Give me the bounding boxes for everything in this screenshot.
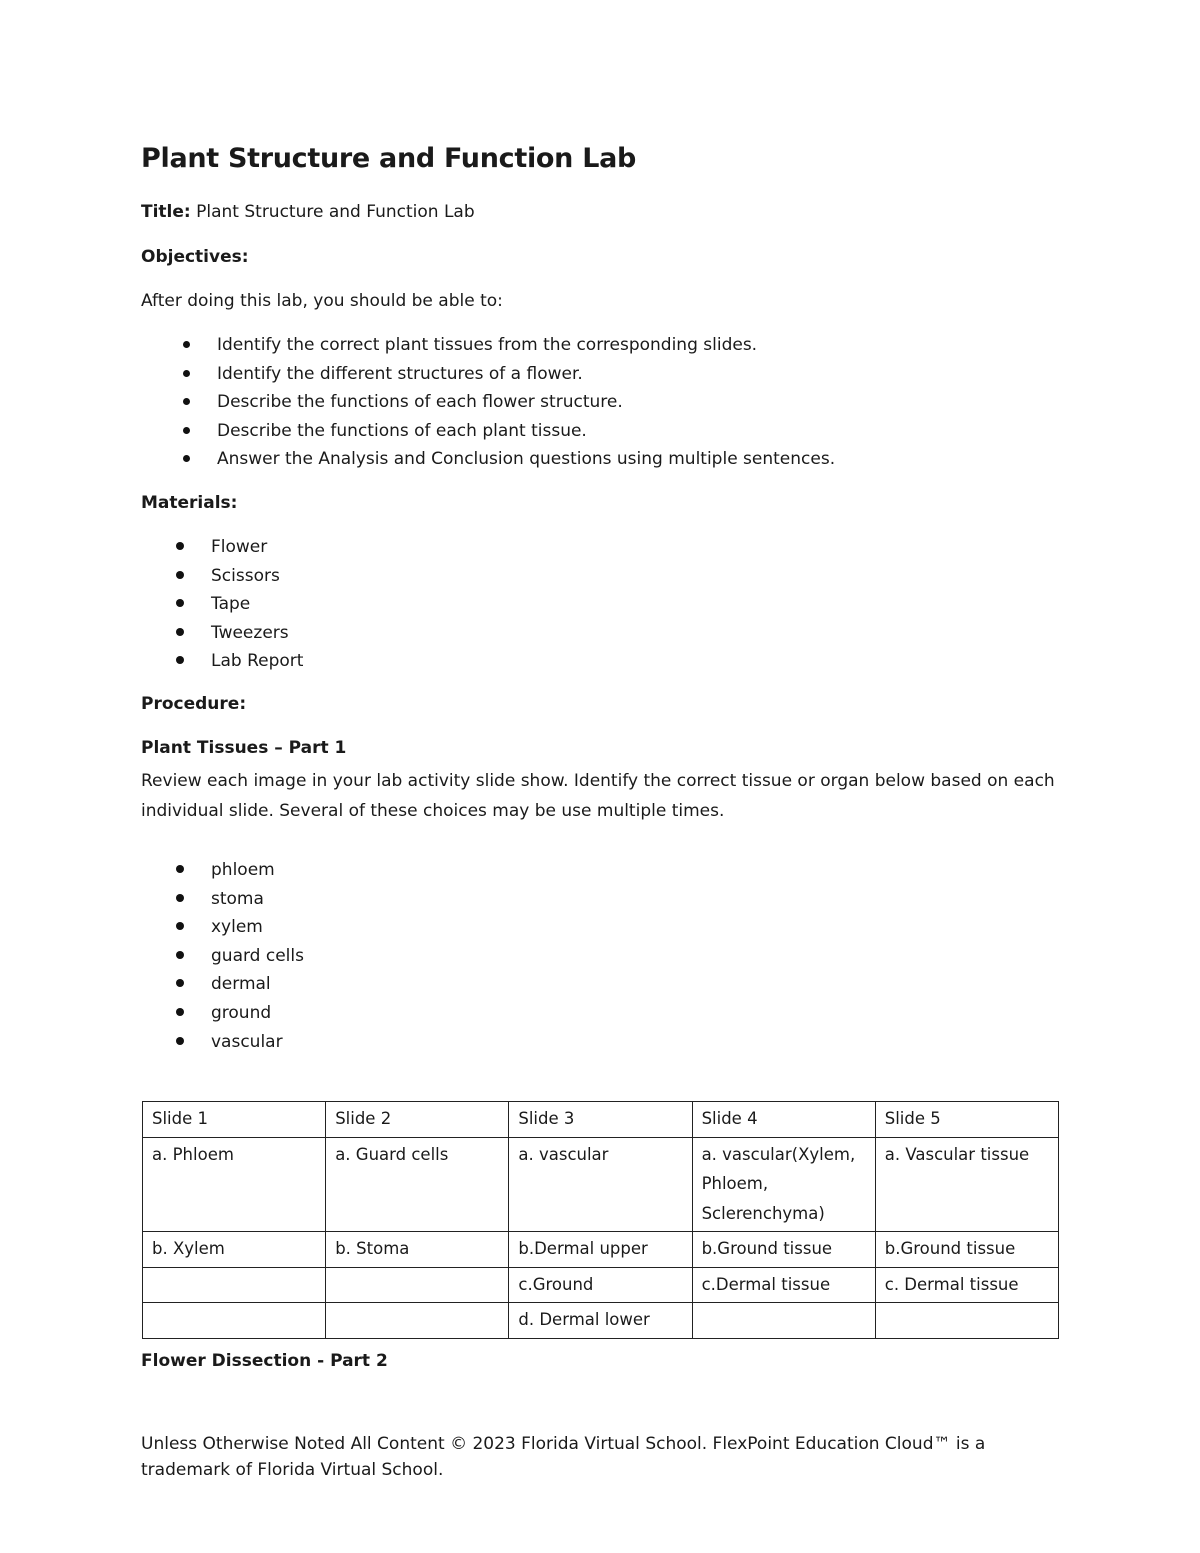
procedure-label: Procedure: (141, 694, 247, 714)
table-cell: b.Ground tissue (692, 1232, 875, 1268)
table-header-cell: Slide 4 (692, 1102, 875, 1138)
materials-heading (141, 492, 237, 514)
objectives-heading (141, 246, 249, 268)
list-item: Flower (211, 535, 303, 564)
table-cell: b. Xylem (143, 1232, 326, 1268)
table-cell: b.Ground tissue (875, 1232, 1058, 1268)
list-item: dermal (211, 972, 304, 1001)
materials-list (211, 535, 303, 678)
table-cell: a. Guard cells (326, 1137, 509, 1232)
list-item: ground (211, 1001, 304, 1030)
list-item: Tape (211, 592, 303, 621)
table-header-cell: Slide 3 (509, 1102, 692, 1138)
table-cell (143, 1267, 326, 1303)
list-item: xylem (211, 915, 304, 944)
part1-heading-text: Plant Tissues – Part 1 (141, 738, 347, 758)
table-row (143, 1137, 1059, 1232)
table-header-row (143, 1102, 1059, 1138)
copyright-footer: Unless Otherwise Noted All Content © 2023 Florida Virtual School. FlexPoint Education Cloud™ is a trademark of Florida Virtual School. (141, 1434, 986, 1480)
list-item: phloem (211, 858, 304, 887)
objectives-intro: After doing this lab, you should be able to: (141, 291, 503, 311)
objectives-label: Objectives: (141, 247, 249, 267)
table-header-cell: Slide 5 (875, 1102, 1058, 1138)
table-cell (326, 1267, 509, 1303)
table-cell (326, 1303, 509, 1339)
table-header-cell: Slide 1 (143, 1102, 326, 1138)
list-item: Scissors (211, 564, 303, 593)
title-label: Title: (141, 202, 191, 222)
table-cell: d. Dermal lower (509, 1303, 692, 1339)
table-row (143, 1232, 1059, 1268)
table-cell (692, 1303, 875, 1339)
table-cell: a. vascular(Xylem, Phloem, Sclerenchyma) (692, 1137, 875, 1232)
table-cell: c.Ground (509, 1267, 692, 1303)
list-item: Describe the functions of each plant tissue. (217, 419, 835, 448)
list-item: vascular (211, 1030, 304, 1059)
list-item: Identify the different structures of a flower. (217, 362, 835, 391)
title-value: Plant Structure and Function Lab (196, 202, 475, 222)
list-item: Identify the correct plant tissues from the corresponding slides. (217, 333, 835, 362)
table-header-cell: Slide 2 (326, 1102, 509, 1138)
table-cell: a. Vascular tissue (875, 1137, 1058, 1232)
list-item: guard cells (211, 944, 304, 973)
table-cell: a. Phloem (143, 1137, 326, 1232)
objectives-list (217, 333, 835, 476)
list-item: Tweezers (211, 621, 303, 650)
list-item: stoma (211, 887, 304, 916)
slides-table (142, 1101, 1059, 1339)
table-row (143, 1267, 1059, 1303)
table-row (143, 1303, 1059, 1339)
table-cell: b.Dermal upper (509, 1232, 692, 1268)
list-item: Answer the Analysis and Conclusion questions using multiple sentences. (217, 447, 835, 476)
part2-heading (141, 1350, 388, 1372)
tissue-choices-list (211, 858, 304, 1058)
part2-heading-text: Flower Dissection - Part 2 (141, 1351, 388, 1371)
procedure-heading (141, 693, 246, 715)
table-cell: c.Dermal tissue (692, 1267, 875, 1303)
list-item: Lab Report (211, 649, 303, 678)
title-line (141, 201, 475, 223)
page-title: Plant Structure and Function Lab (141, 143, 637, 174)
table-cell: b. Stoma (326, 1232, 509, 1268)
table-cell: a. vascular (509, 1137, 692, 1232)
part1-instructions: Review each image in your lab activity slide show. Identify the correct tissue or organ below based on each individual slide. Several of these choices may be use multiple times. (141, 771, 1055, 821)
materials-label: Materials: (141, 493, 238, 513)
table-cell (143, 1303, 326, 1339)
part1-heading (141, 737, 346, 759)
list-item: Describe the functions of each flower structure. (217, 390, 835, 419)
table-cell: c. Dermal tissue (875, 1267, 1058, 1303)
table-cell (875, 1303, 1058, 1339)
